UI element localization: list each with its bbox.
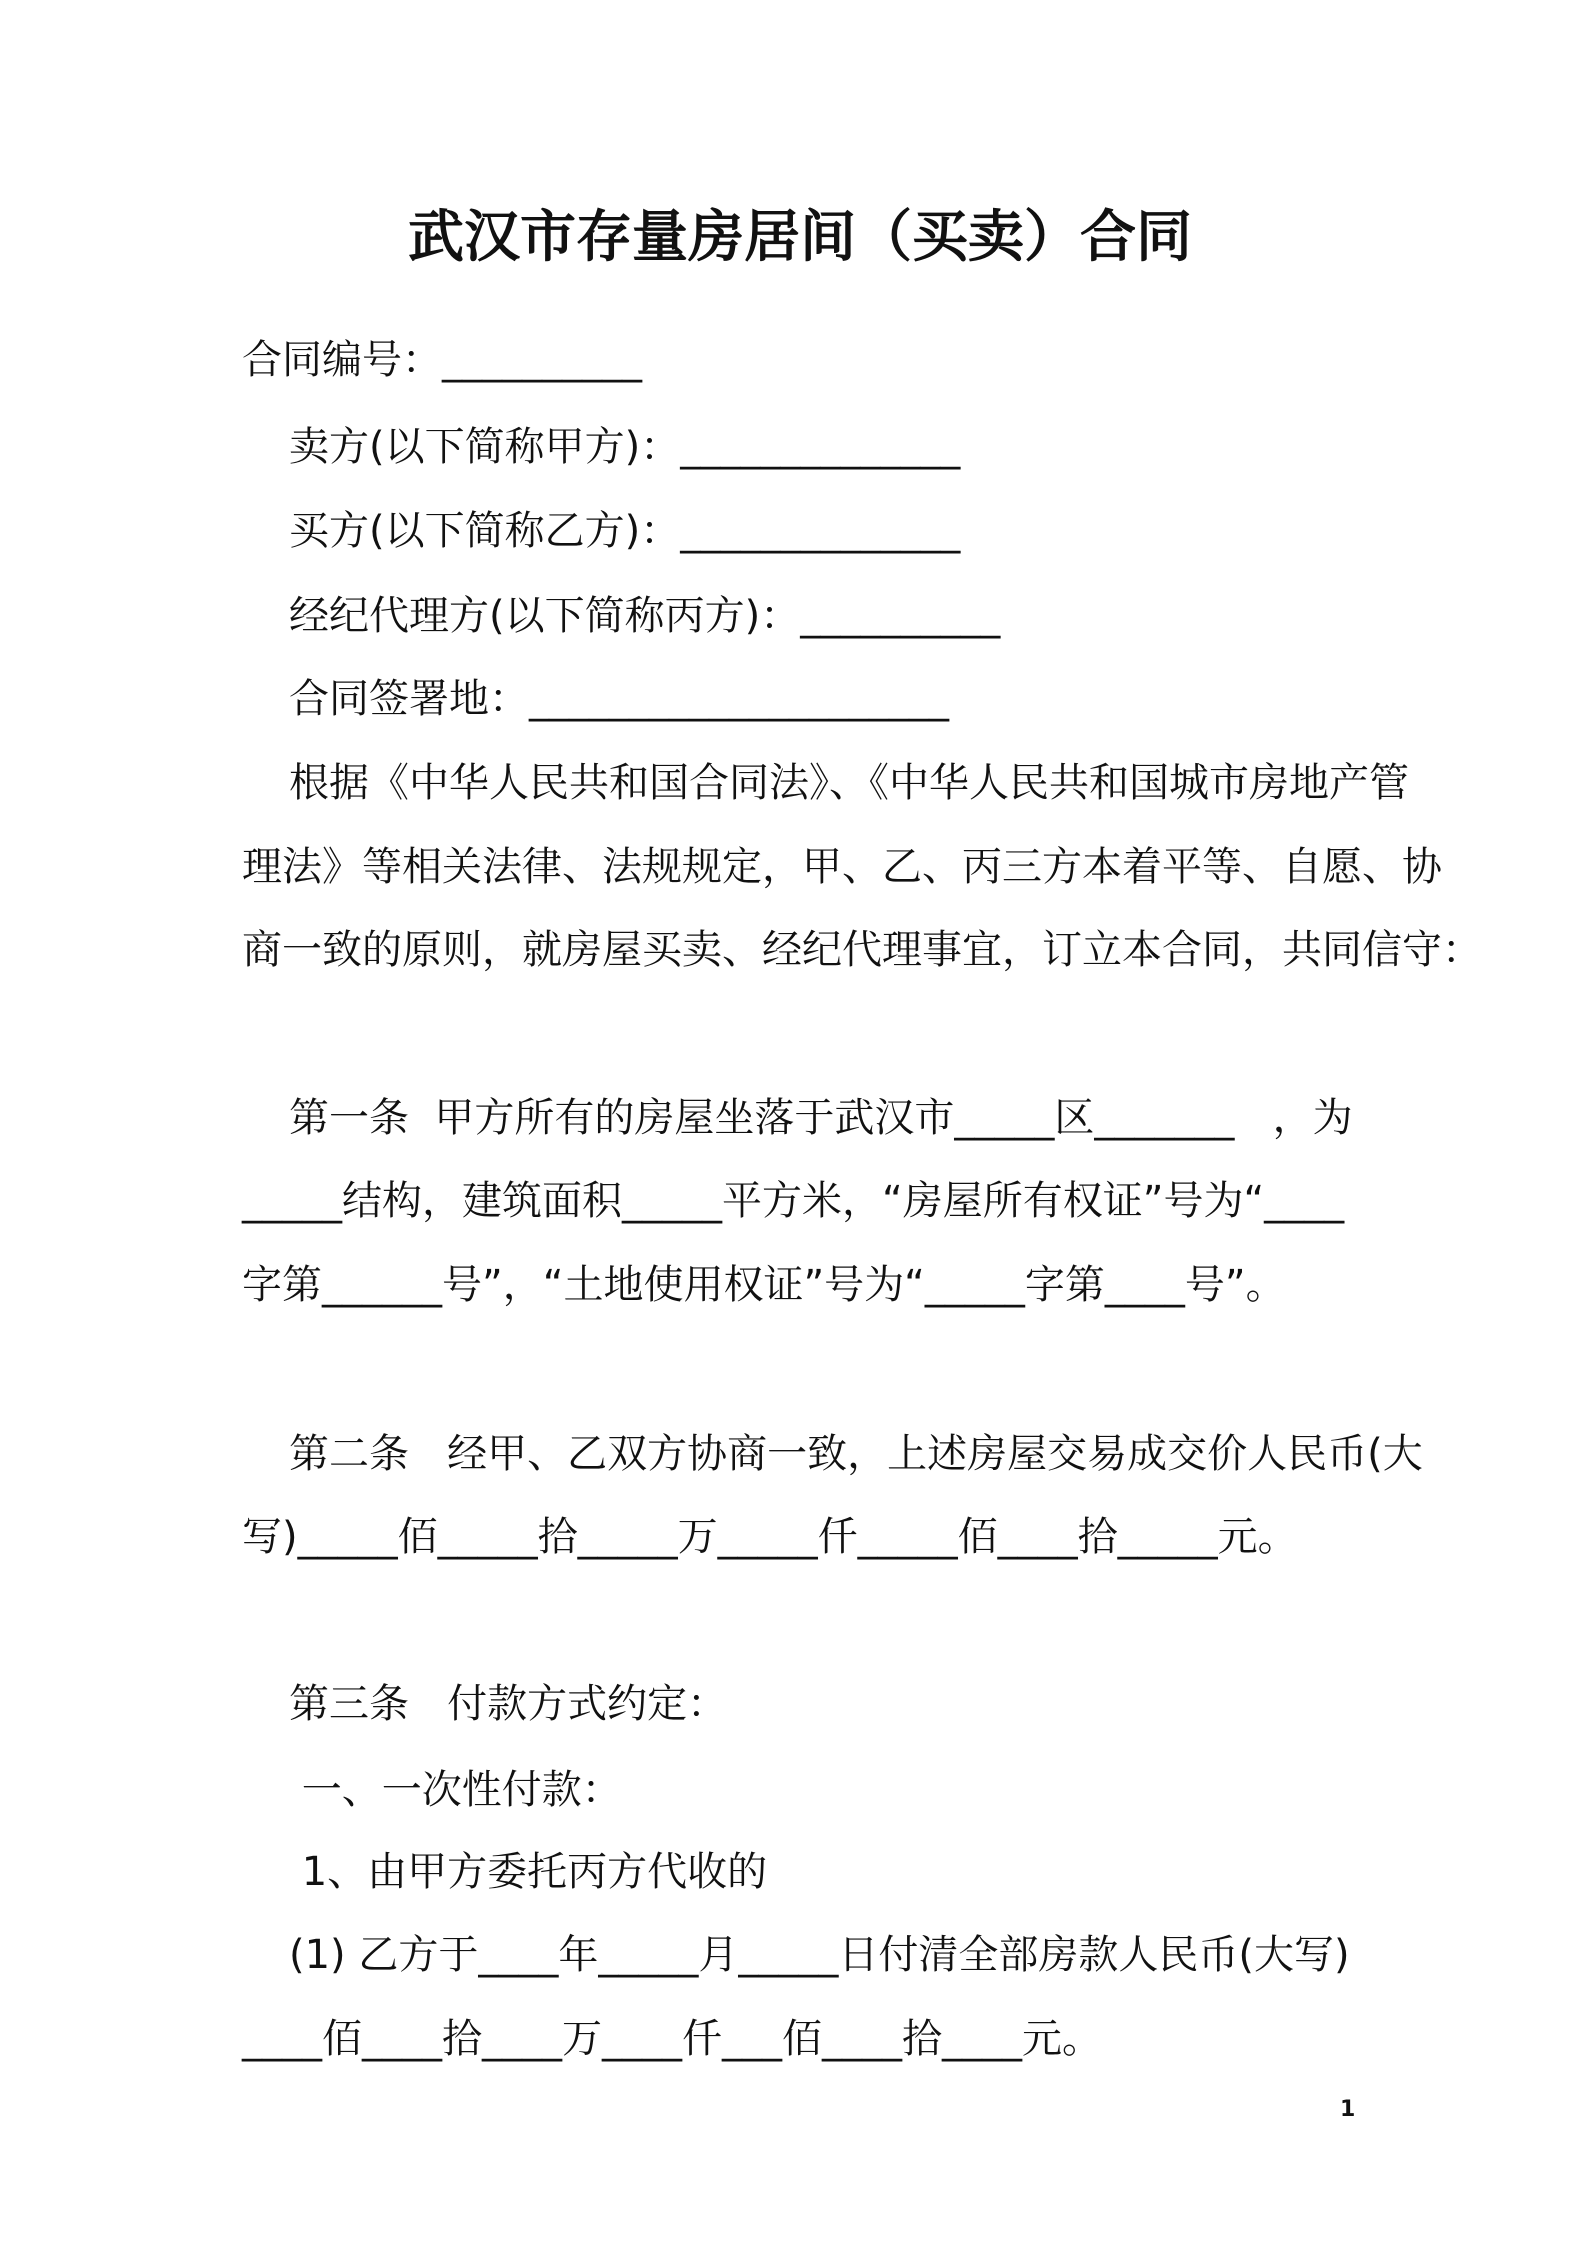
article-2-line-1: 第二条 经甲、乙双方协商一致，上述房屋交易成交价人民币(大 <box>289 1431 1423 1477</box>
payment-clause-line-1: (1) 乙方于____年_____月_____日付清全部房款人民币(大写) <box>289 1932 1350 1978</box>
preamble-line-3: 商一致的原则，就房屋买卖、经纪代理事宜，订立本合同，共同信守： <box>242 927 1482 973</box>
seller-line: 卖方(以下简称甲方)：______________ <box>289 424 961 470</box>
buyer-line: 买方(以下简称乙方)：______________ <box>289 508 961 554</box>
article-3-heading: 第三条 付款方式约定： <box>289 1681 728 1727</box>
agent-line: 经纪代理方(以下简称丙方)：__________ <box>289 593 1001 639</box>
payment-clause-line-2: ____佰____拾____万____仟___佰____拾____元。 <box>242 2016 1102 2062</box>
article-1-line-1: 第一条 甲方所有的房屋坐落于武汉市_____区_______ ，为 <box>289 1095 1353 1141</box>
preamble-line-2: 理法》等相关法律、法规规定，甲、乙、丙三方本着平等、自愿、协 <box>242 844 1442 890</box>
contract-number-line: 合同编号：__________ <box>242 337 642 383</box>
article-2-line-2: 写)_____佰_____拾_____万_____仟_____佰____拾_____元。 <box>242 1514 1298 1560</box>
article-1-line-2: _____结构，建筑面积_____平方米，“房屋所有权证”号为“____ <box>242 1178 1345 1224</box>
signing-place-line: 合同签署地：_____________________ <box>289 676 949 722</box>
agent-collection-item: 1、由甲方委托丙方代收的 <box>289 1849 768 1895</box>
page-number: 1 <box>1340 2097 1356 2122</box>
article-1-line-3: 字第______号”，“土地使用权证”号为“_____字第____号”。 <box>242 1262 1286 1308</box>
preamble-line-1: 根据《中华人民共和国合同法》、《中华人民共和国城市房地产管 <box>289 760 1409 806</box>
lump-sum-heading: 一、一次性付款： <box>289 1767 622 1813</box>
document-title: 武汉市存量房居间（买卖）合同 <box>408 205 1192 270</box>
